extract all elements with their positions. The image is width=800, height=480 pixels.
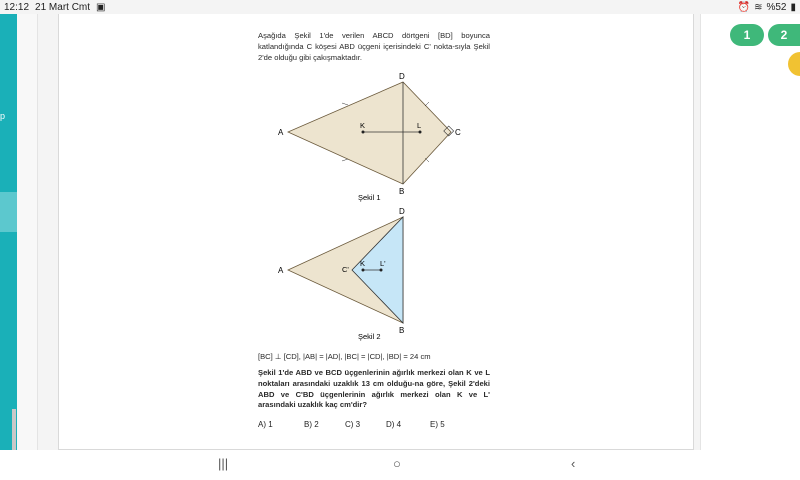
fig2-point-L xyxy=(380,269,383,272)
question-prompt: Şekil 1'de ABD ve BCD üçgenlerinin ağırlık merkezi olan K ve L noktaları arasındaki uzaklık 13 cm olduğu-na göre, Şekil 2'deki ABD ve C'BD üçgenlerinin ağırlık merkezi olan K ve L' arasındaki uzaklık kaç cm'dir? xyxy=(258,368,490,410)
recent-apps-icon[interactable]: ||| xyxy=(218,456,229,471)
fig1-point-K xyxy=(362,131,365,134)
sidebar-active-item[interactable] xyxy=(0,192,17,232)
choice-c[interactable]: C) 3 xyxy=(345,420,361,429)
choice-d[interactable]: D) 4 xyxy=(386,420,402,429)
fig1-label-K: K xyxy=(360,121,366,130)
fig2-point-K xyxy=(362,269,365,272)
sidebar-label[interactable]: p xyxy=(0,111,6,121)
fig1-label-D: D xyxy=(399,72,405,81)
battery-icon: ▮ xyxy=(790,1,796,13)
fig2-label-L: L' xyxy=(380,259,386,268)
status-bar xyxy=(0,0,800,14)
question-nav-button-1[interactable]: 1 xyxy=(730,24,764,46)
question-given: [BC] ⊥ [CD], |AB| = |AD|, |BC| = |CD|, |BD| = 24 cm xyxy=(258,352,431,361)
choice-a[interactable]: A) 1 xyxy=(258,420,273,429)
status-time: 12:12 xyxy=(4,1,30,13)
fig1-label-A: A xyxy=(278,128,284,137)
fig1-label-B: B xyxy=(399,187,405,196)
left-gutter xyxy=(17,14,38,450)
fig1-label-C: C xyxy=(455,128,461,137)
home-icon[interactable]: ○ xyxy=(393,456,401,471)
fig1-caption: Şekil 1 xyxy=(358,193,381,202)
fig1-label-L: L xyxy=(417,121,422,130)
figure-2 xyxy=(270,205,470,345)
fig2-label-A: A xyxy=(278,266,284,275)
app-sidebar xyxy=(0,14,17,450)
fig1-point-L xyxy=(419,131,422,134)
wifi-icon: ≋ xyxy=(754,1,763,13)
fig2-label-D: D xyxy=(399,207,405,216)
back-icon[interactable]: ‹ xyxy=(571,456,576,471)
battery-level: %52 xyxy=(766,1,787,13)
alarm-icon: ⏰ xyxy=(737,1,751,13)
fig2-caption: Şekil 2 xyxy=(358,332,381,341)
question-nav-button-2[interactable]: 2 xyxy=(768,24,800,46)
question-nav-pane xyxy=(700,14,800,450)
fig1-kite xyxy=(288,82,451,184)
choice-b[interactable]: B) 2 xyxy=(304,420,319,429)
question-intro: Aşağıda Şekil 1'de verilen ABCD dörtgeni [BD] boyunca katlandığında C köşesi ABD üçgeni içerisindeki C' nokta-sıyla Şekil 2'de olduğu gibi çakışmaktadır. xyxy=(258,31,490,62)
fig2-label-B: B xyxy=(399,326,405,335)
gallery-icon: ▣ xyxy=(96,1,106,13)
answer-choices xyxy=(258,420,498,429)
figure-1 xyxy=(270,70,470,205)
status-date: 21 Mart Cmt xyxy=(35,1,91,13)
fig2-label-K: K xyxy=(360,259,366,268)
fig2-label-C: C' xyxy=(342,265,349,274)
choice-e[interactable]: E) 5 xyxy=(430,420,445,429)
